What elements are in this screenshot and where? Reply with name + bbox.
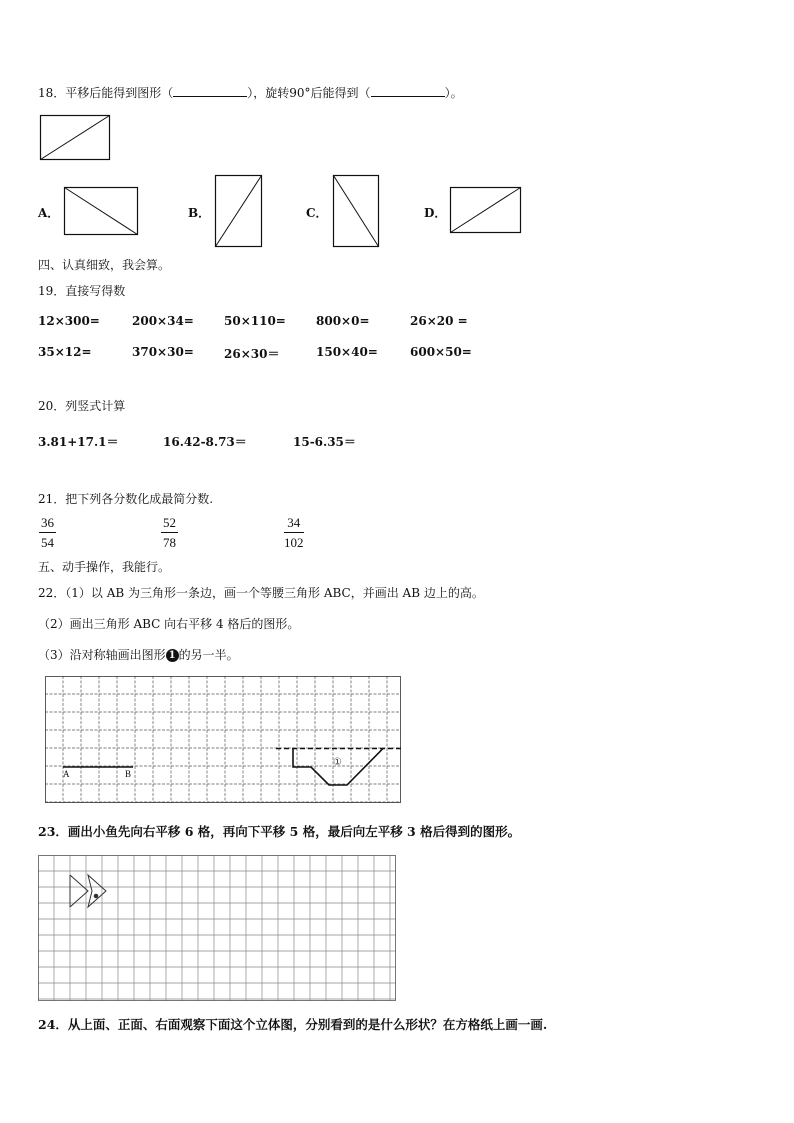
q18-option-d-figure[interactable] — [450, 187, 521, 233]
q20-item-3: 15-6.35＝ — [293, 435, 356, 449]
q19-r1-c3: 50×110= — [224, 314, 286, 328]
q21-title: 21．把下列各分数化成最简分数. — [38, 492, 214, 506]
section-5-heading: 五、动手操作，我能行。 — [38, 560, 171, 574]
q18-option-b-figure[interactable] — [215, 175, 262, 247]
fish-figure — [70, 875, 106, 907]
q18-original-figure — [40, 115, 110, 160]
q20-item-1: 3.81+17.1＝ — [38, 435, 119, 449]
q20-title: 20．列竖式计算 — [38, 399, 126, 413]
label-b: B — [125, 769, 132, 779]
q21-fraction-3 — [284, 515, 304, 551]
q22-line-3-suffix: 的另一半。 — [178, 648, 239, 662]
q18-option-a-figure[interactable] — [64, 187, 138, 235]
q21-fraction-1 — [39, 515, 56, 551]
q22-line-1: 22．（1）以 AB 为三角形一条边，画一个等腰三角形 ABC，并画出 AB 边上的高。 — [38, 586, 484, 600]
q23-text: 23．画出小鱼先向右平移 6 格，再向下平移 5 格，最后向左平移 3 格后得到的图形。 — [38, 824, 521, 839]
q20-item-2: 16.42-8.73＝ — [163, 435, 247, 449]
q21-fraction-1-denominator: 54 — [41, 535, 54, 550]
q21-fraction-2 — [161, 515, 178, 551]
q19-r2-c1: 35×12= — [38, 345, 92, 359]
q21-fraction-3-numerator: 34 — [284, 515, 304, 533]
q21-fraction-2-denominator: 78 — [163, 535, 176, 550]
q18-blank-2[interactable] — [371, 85, 445, 97]
q19-r2-c2: 370×30= — [132, 345, 194, 359]
figure-1-label: ① — [333, 757, 342, 768]
figure-1-marker: 1 — [166, 649, 179, 662]
q19-r2-c3: 26×30＝ — [224, 347, 280, 361]
q18-prefix: 18．平移后能得到图形（ — [38, 86, 174, 100]
q19-r1-c5: 26×20 = — [410, 314, 468, 328]
q18-option-a-label: A． — [38, 206, 60, 220]
q19-r1-c4: 800×0= — [316, 314, 370, 328]
q19-r2-c4: 150×40= — [316, 345, 378, 359]
q18-middle: ），旋转90°后能得到（ — [247, 86, 371, 100]
q22-line-3 — [38, 646, 239, 663]
q23-grid[interactable] — [38, 855, 396, 1001]
label-a: A — [63, 769, 70, 779]
q22-grid[interactable] — [45, 676, 401, 803]
q21-fraction-3-denominator: 102 — [284, 535, 304, 550]
q22-line-2: （2）画出三角形 ABC 向右平移 4 格后的图形。 — [38, 617, 300, 631]
q21-fraction-1-numerator: 36 — [39, 515, 56, 533]
q22-line-3-prefix: （3）沿对称轴画出图形 — [38, 648, 166, 662]
q18-blank-1[interactable] — [173, 85, 247, 97]
q19-r1-c1: 12×300= — [38, 314, 100, 328]
q24-text: 24．从上面、正面、右面观察下面这个立体图，分别看到的是什么形状？在方格纸上画一画. — [38, 1017, 548, 1032]
q19-title: 19．直接写得数 — [38, 284, 126, 298]
q19-r2-c5: 600×50= — [410, 345, 472, 359]
q18-option-c-figure[interactable] — [333, 175, 379, 247]
q18-suffix: ）。 — [444, 86, 463, 100]
q18-option-c-label: C． — [306, 206, 328, 220]
section-4-heading: 四、认真细致，我会算。 — [38, 258, 171, 272]
q18-text — [38, 84, 463, 101]
q18-option-b-label: B． — [188, 206, 211, 220]
q19-r1-c2: 200×34= — [132, 314, 194, 328]
q18-option-d-label: D． — [424, 206, 447, 220]
q21-fraction-2-numerator: 52 — [161, 515, 178, 533]
